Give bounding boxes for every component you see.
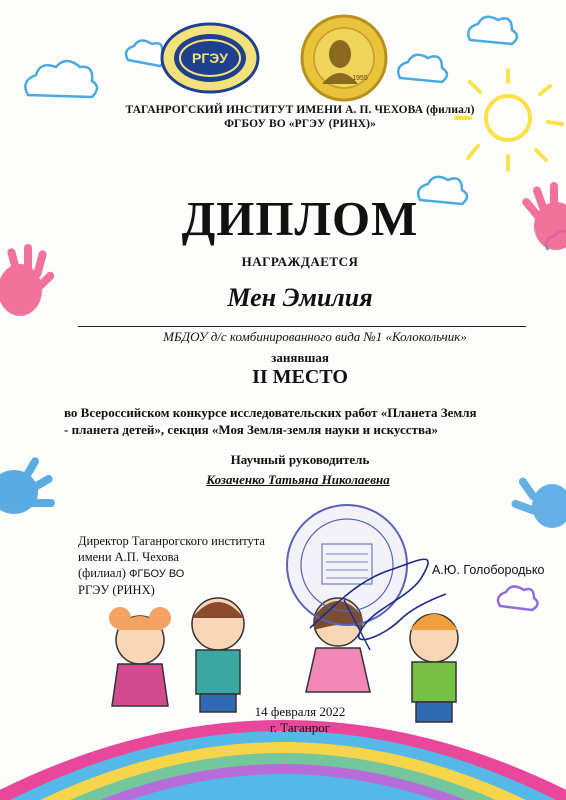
recipient-underline [78,326,526,327]
director-line: (филиал) ФГБОУ ВО [78,566,185,580]
svg-text:1955: 1955 [352,75,368,82]
director-line: Директор Таганрогского института [78,534,265,548]
director-line: имени А.П. Чехова [78,550,179,564]
issue-date: 14 февраля 2022 [254,704,346,719]
cloud-icon [25,40,165,97]
contest-line: - планета детей», секция «Моя Земля-земля науки и искусства» [64,422,438,437]
took-label: занявшая [271,350,329,365]
contest-description [64,404,514,438]
awarded-label: НАГРАЖДАЕТСЯ [241,254,359,269]
contest-line: во Всероссийском конкурсе исследовательских работ «Планета Земля [64,405,477,420]
cloud-icon [498,586,538,610]
handwritten-signature [300,540,450,660]
director-line: РГЭУ (РИНХ) [78,583,155,597]
svg-text:РГЭУ: РГЭУ [192,50,228,66]
institute-name: ТАГАНРОГСКИЙ ИНСТИТУТ ИМЕНИ А. П. ЧЕХОВА (филиал) [125,104,475,116]
child-figure [192,598,244,712]
recipient-name: Мен Эмилия [227,283,373,312]
place-title: II МЕСТО [252,366,348,388]
institute-affiliation: ФГБОУ ВО «РГЭУ (РИНХ)» [224,118,376,130]
supervisor-label: Научный руководитель [230,452,370,467]
hand-print-icon [510,476,566,528]
chekhov-medal-logo [300,14,388,102]
signer-name: А.Ю. Голобородько [432,563,545,577]
recipient-organization: МБДОУ д/с комбинированного вида №1 «Колокольчик» [163,329,467,344]
institute-header [60,103,540,131]
director-title [78,533,308,598]
supervisor-name: Козаченко Татьяна Николаевна [206,472,390,487]
diploma-title: ДИПЛОМ [181,191,419,246]
child-figure [109,607,171,706]
issue-city: г. Таганрог [269,720,331,735]
university-seal-logo [160,22,260,94]
